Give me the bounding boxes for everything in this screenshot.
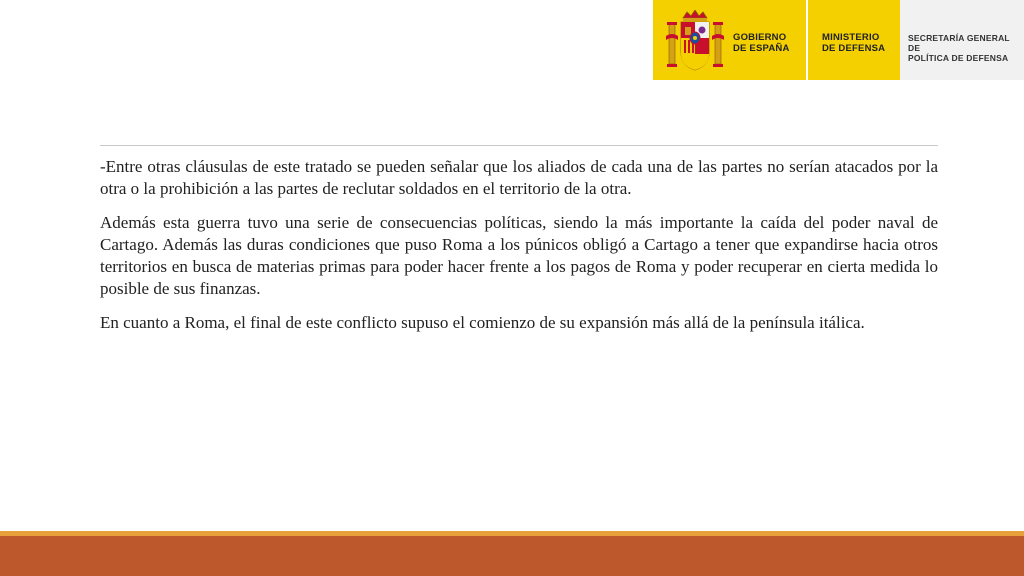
slide-body (100, 156, 938, 346)
footer-bar (0, 536, 1024, 576)
ministerio-line2: DE DEFENSA (822, 43, 886, 54)
content-top-rule (100, 145, 938, 146)
ministerio-text (822, 32, 885, 54)
government-logo-banner (653, 0, 1024, 80)
gobierno-line2: DE ESPAÑA (733, 43, 790, 54)
paragraph-treaty-clauses: -Entre otras cláusulas de este tratado se pueden señalar que los aliados de cada una de las partes no serían atacados por la otra o la prohibición a las partes de reclutar soldados en el territorio de la otra. (100, 157, 938, 198)
secretaria-text (908, 33, 1024, 63)
secretaria-segment (900, 0, 1024, 80)
gobierno-line1: GOBIERNO (733, 32, 787, 43)
secretaria-line2: POLÍTICA DE DEFENSA (908, 53, 1009, 63)
gobierno-text (733, 32, 790, 54)
ministerio-segment (808, 0, 900, 80)
gobierno-segment (653, 0, 808, 80)
secretaria-line1: SECRETARÍA GENERAL DE (908, 33, 1010, 53)
paragraph-political-consequences: Además esta guerra tuvo una serie de consecuencias políticas, siendo la más importante la caída del poder naval de Cartago. Además las duras condiciones que puso Roma a los púnicos obligó a Cartago a tener que expandirse hacia otros territorios en busca de materias primas para poder hacer frente a los pagos de Roma y poder recuperar en cierta medida lo posible de sus finanzas. (100, 213, 938, 298)
coat-of-arms-icon (665, 10, 725, 76)
ministerio-line1: MINISTERIO (822, 32, 880, 43)
paragraph-rome-expansion: En cuanto a Roma, el final de este conflicto supuso el comienzo de su expansión más allá de la península itálica. (100, 313, 865, 332)
